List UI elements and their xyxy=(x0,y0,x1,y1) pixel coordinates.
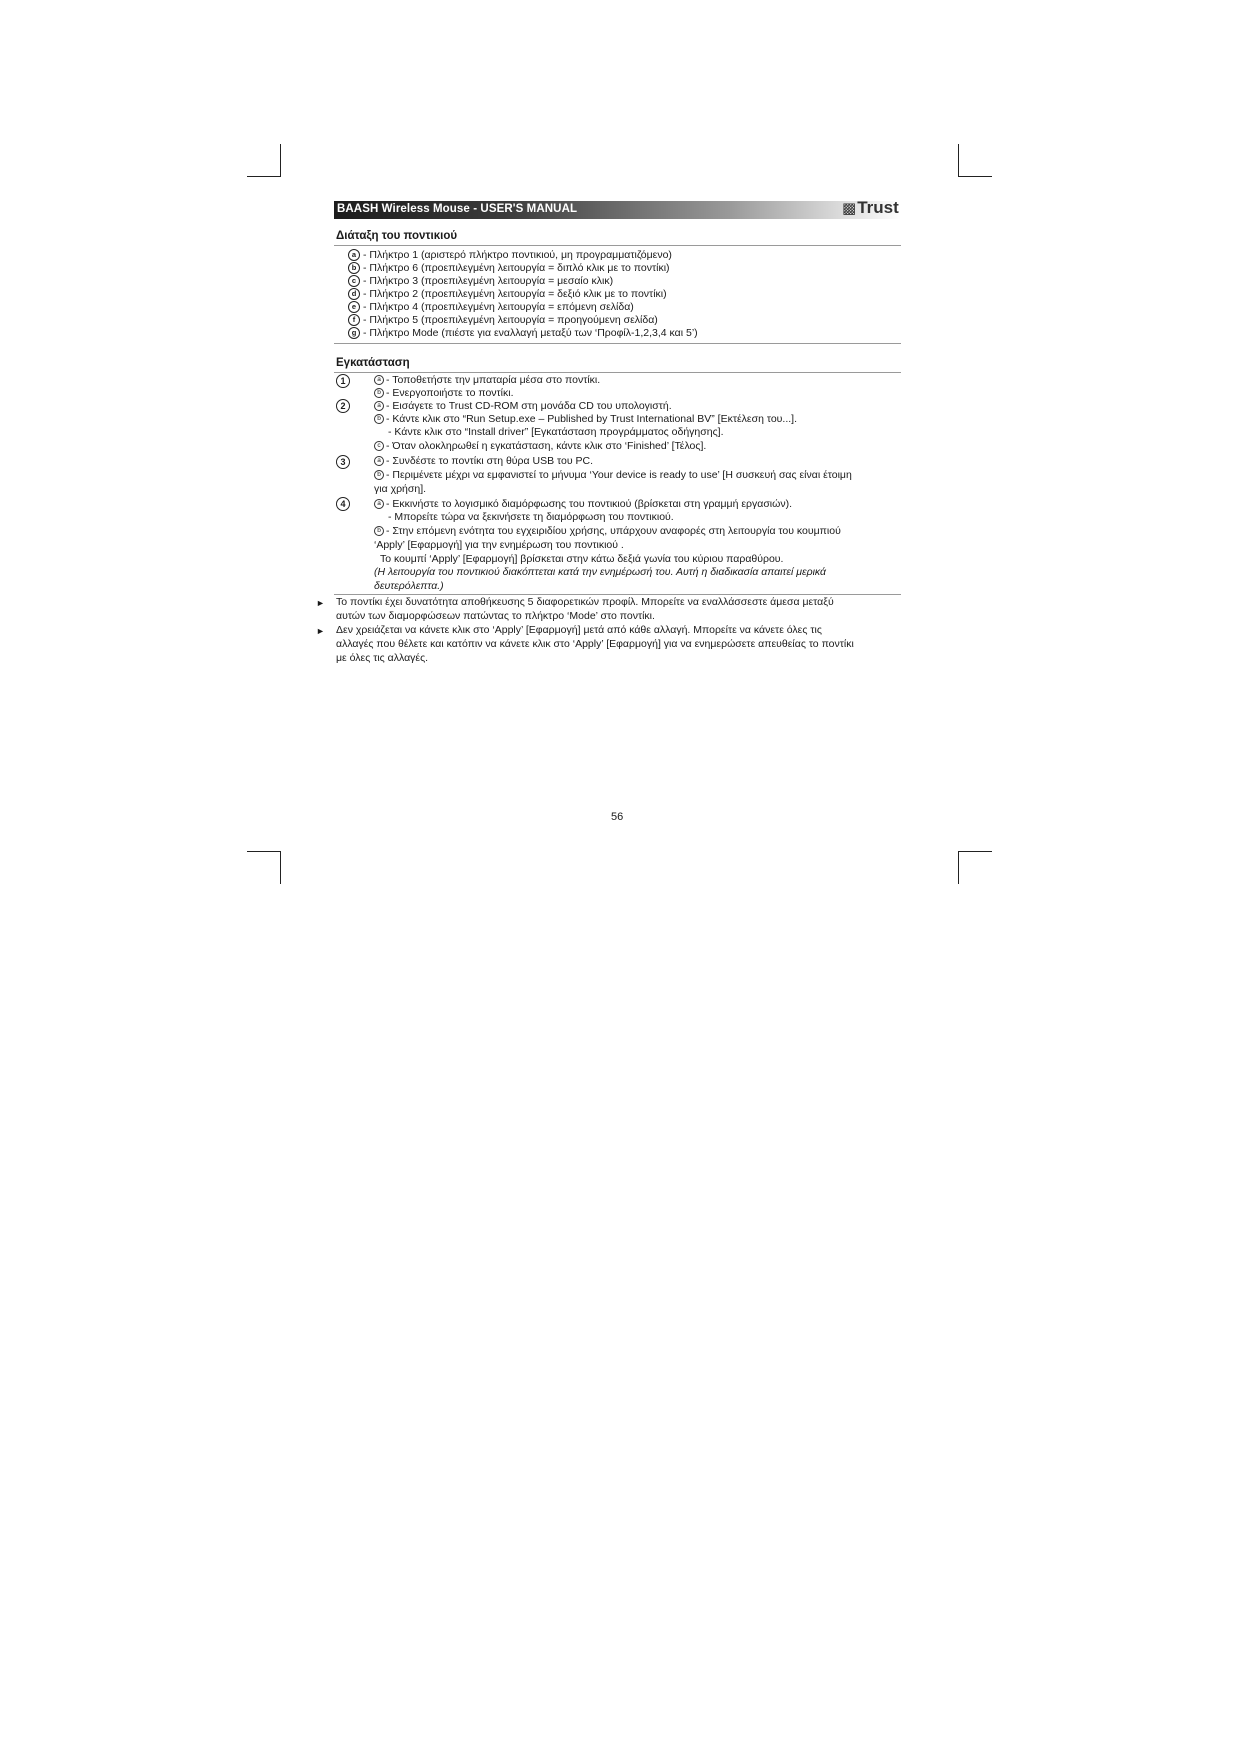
label-c-icon: c xyxy=(348,275,360,287)
sub-a-icon: a xyxy=(374,375,384,385)
section-divider xyxy=(334,343,901,344)
note-line: αλλαγές που θέλετε και κατόπιν να κάνετε κλικ στο ‘Apply’ [Εφαρμογή] για να ενημερώσετε απευθείας το ποντίκι xyxy=(336,638,854,650)
section-divider xyxy=(334,245,901,246)
install-section-title: Εγκατάσταση xyxy=(336,357,410,369)
layout-item-text: - Πλήκτρο 2 (προεπιλεγμένη λειτουργία = δεξιό κλικ με το ποντίκι) xyxy=(363,288,667,300)
layout-item-text: - Πλήκτρο Mode (πιέστε για εναλλαγή μεταξύ των ‘Προφίλ-1,2,3,4 και 5’) xyxy=(363,327,698,339)
install-line-text: - Ενεργοποιήστε το ποντίκι. xyxy=(386,387,514,399)
install-line-text: - Συνδέστε το ποντίκι στη θύρα USB του PC. xyxy=(386,455,594,467)
layout-item-text: - Πλήκτρο 6 (προεπιλεγμένη λειτουργία = διπλό κλικ με το ποντίκι) xyxy=(363,262,670,274)
layout-section-title: Διάταξη του ποντικιού xyxy=(336,230,458,242)
crop-mark-bottom-right-h xyxy=(958,851,992,852)
install-line-text: δευτερόλεπτα.) xyxy=(374,580,444,592)
layout-item-text: - Πλήκτρο 5 (προεπιλεγμένη λειτουργία = προηγούμενη σελίδα) xyxy=(363,314,658,326)
label-e-icon: e xyxy=(348,301,360,313)
install-line-text: - Όταν ολοκληρωθεί η εγκατάσταση, κάντε κλικ στο ‘Finished’ [Τέλος]. xyxy=(386,440,707,452)
install-line-text: - Τοποθετήστε την μπαταρία μέσα στο ποντίκι. xyxy=(386,374,601,386)
crop-mark-top-right-h xyxy=(958,176,992,177)
note-line: Το ποντίκι έχει δυνατότητα αποθήκευσης 5 διαφορετικών προφίλ. Μπορείτε να εναλλάσσεστε άμεσα μεταξύ xyxy=(336,596,834,608)
install-line xyxy=(374,413,797,426)
layout-item-text: - Πλήκτρο 4 (προεπιλεγμένη λειτουργία = επόμενη σελίδα) xyxy=(363,301,634,313)
section-divider xyxy=(334,594,901,595)
install-line xyxy=(374,455,593,468)
note-line: αυτών των διαμορφώσεων πατώντας το πλήκτρο ‘Mode’ στο ποντίκι. xyxy=(336,610,655,622)
install-line xyxy=(380,553,783,566)
step-4-icon: 4 xyxy=(336,497,350,511)
section-divider xyxy=(334,372,901,373)
install-line-text: - Εισάγετε το Trust CD-ROM στη μονάδα CD του υπολογιστή. xyxy=(386,400,672,412)
label-f-icon: f xyxy=(348,314,360,326)
layout-item xyxy=(348,249,672,262)
layout-item xyxy=(348,288,667,301)
layout-item-text: - Πλήκτρο 3 (προεπιλεγμένη λειτουργία = μεσαίο κλικ) xyxy=(363,275,614,287)
label-g-icon: g xyxy=(348,327,360,339)
layout-item xyxy=(348,275,613,288)
layout-item xyxy=(348,314,658,327)
sub-a-icon: a xyxy=(374,401,384,411)
sub-a-icon: a xyxy=(374,456,384,466)
install-line xyxy=(374,498,792,511)
layout-item xyxy=(348,262,670,275)
bullet-arrow-icon: ► xyxy=(316,626,325,636)
install-line-text: - Εκκινήστε το λογισμικό διαμόρφωσης του ποντικιού (βρίσκεται στη γραμμή εργασιών). xyxy=(386,498,792,510)
sub-c-icon: c xyxy=(374,441,384,451)
install-line-text: Το κουμπί ‘Apply’ [Εφαρμογή] βρίσκεται στην κάτω δεξιά γωνία του κύριου παραθύρου. xyxy=(380,553,784,565)
label-b-icon: b xyxy=(348,262,360,274)
install-line xyxy=(374,539,624,552)
layout-item-text: - Πλήκτρο 1 (αριστερό πλήκτρο ποντικιού, μη προγραμματιζόμενο) xyxy=(363,249,672,261)
install-line-text: - Στην επόμενη ενότητα του εγχειριδίου χρήσης, υπάρχουν αναφορές στη λειτουργία του κουμπιού xyxy=(386,525,841,537)
crop-mark-bottom-left-v xyxy=(280,851,281,884)
bullet-arrow-icon: ► xyxy=(316,598,325,608)
page-number: 56 xyxy=(611,811,624,823)
install-line-note xyxy=(374,566,826,579)
crop-mark-top-left-v xyxy=(280,144,281,177)
install-line-text: (Η λειτουργία του ποντικιού διακόπτεται κατά την ενημέρωσή του. Αυτή η διαδικασία απαιτεί μερικά xyxy=(374,566,827,578)
note-line: Δεν χρειάζεται να κάνετε κλικ στο ‘Apply’ [Εφαρμογή] μετά από κάθε αλλαγή. Μπορείτε να κάνετε όλες τις xyxy=(336,624,822,636)
label-d-icon: d xyxy=(348,288,360,300)
note-line: με όλες τις αλλαγές. xyxy=(336,652,429,664)
install-line xyxy=(374,469,852,482)
install-line xyxy=(374,525,841,538)
layout-item xyxy=(348,301,634,314)
install-line-note xyxy=(374,580,444,593)
brand-name: Trust xyxy=(857,198,899,217)
install-line-text: - Κάντε κλικ στο “Run Setup.exe – Published by Trust International BV” [Εκτέλεση του...]. xyxy=(386,413,797,425)
install-line-text: για χρήση]. xyxy=(374,483,427,495)
install-line xyxy=(374,387,514,400)
install-line xyxy=(388,426,724,439)
install-line-text: - Κάντε κλικ στο “Install driver” [Εγκατάσταση προγράμματος οδήγησης]. xyxy=(388,426,724,438)
sub-b-icon: b xyxy=(374,470,384,480)
sub-a-icon: a xyxy=(374,499,384,509)
label-a-icon: a xyxy=(348,249,360,261)
step-3-icon: 3 xyxy=(336,455,350,469)
install-line xyxy=(374,440,706,453)
install-line-text: ‘Apply’ [Εφαρμογή] για την ενημέρωση του ποντικιού . xyxy=(374,539,624,551)
install-line-text: - Μπορείτε τώρα να ξεκινήσετε τη διαμόρφωση του ποντικιού. xyxy=(388,511,674,523)
install-line xyxy=(374,374,600,387)
layout-item xyxy=(348,327,698,340)
crop-mark-top-right-v xyxy=(958,144,959,177)
crop-mark-top-left-h xyxy=(247,176,281,177)
install-line xyxy=(374,483,426,496)
sub-b-icon: b xyxy=(374,388,384,398)
brand-logo xyxy=(842,198,899,218)
crop-mark-bottom-left-h xyxy=(247,851,281,852)
step-1-icon: 1 xyxy=(336,374,350,388)
install-line-text: - Περιμένετε μέχρι να εμφανιστεί το μήνυμα ‘Your device is ready to use’ [Η συσκευή σας είναι έτοιμη xyxy=(386,469,852,481)
sub-b-icon: b xyxy=(374,414,384,424)
manual-title: BAASH Wireless Mouse - USER'S MANUAL xyxy=(337,203,578,215)
crop-mark-bottom-right-v xyxy=(958,851,959,884)
sub-b-icon: b xyxy=(374,526,384,536)
step-2-icon: 2 xyxy=(336,399,350,413)
trust-logo-icon: ▩ xyxy=(842,200,857,217)
install-line xyxy=(374,400,672,413)
install-line xyxy=(388,511,674,524)
